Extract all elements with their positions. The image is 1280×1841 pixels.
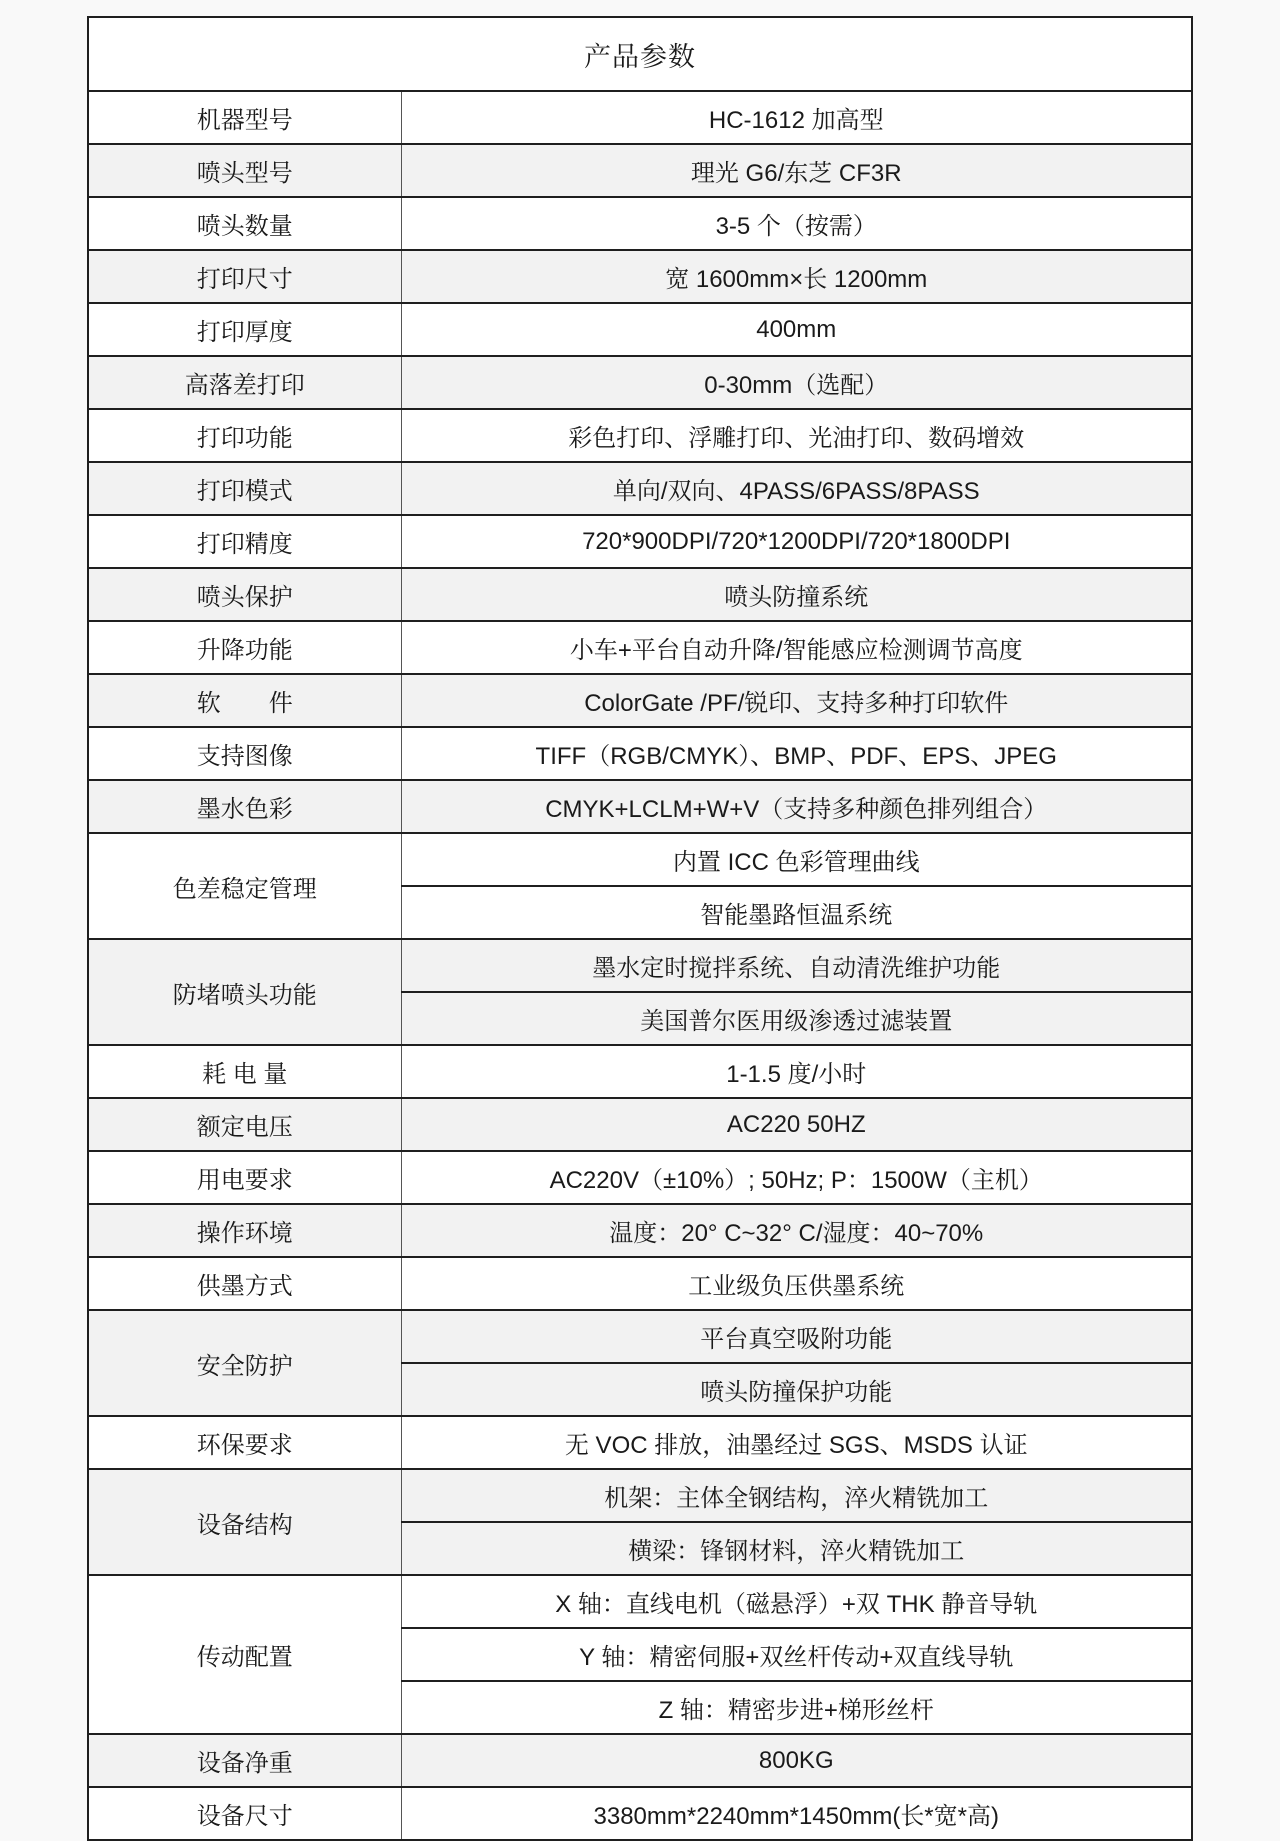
- param-value: 喷头防撞系统: [401, 568, 1192, 621]
- param-label: 环保要求: [88, 1416, 401, 1469]
- param-label: 高落差打印: [88, 356, 401, 409]
- table-row: [88, 1787, 1192, 1840]
- param-value: 400mm: [401, 303, 1192, 356]
- param-label: 额定电压: [88, 1098, 401, 1151]
- param-value: ColorGate /PF/锐印、支持多种打印软件: [401, 674, 1192, 727]
- param-value: AC220V（±10%）; 50Hz; P：1500W（主机）: [401, 1151, 1192, 1204]
- param-value: Z 轴：精密步进+梯形丝杆: [401, 1681, 1192, 1734]
- table-row: [88, 144, 1192, 197]
- table-row: [88, 568, 1192, 621]
- param-value: TIFF（RGB/CMYK）、BMP、PDF、EPS、JPEG: [401, 727, 1192, 780]
- param-value: 3-5 个（按需）: [401, 197, 1192, 250]
- table-row: [88, 303, 1192, 356]
- table-row: [88, 1151, 1192, 1204]
- param-value: 无 VOC 排放，油墨经过 SGS、MSDS 认证: [401, 1416, 1192, 1469]
- param-label: 操作环境: [88, 1204, 401, 1257]
- product-spec-table: [87, 16, 1193, 1841]
- param-label: 打印功能: [88, 409, 401, 462]
- table-row: [88, 356, 1192, 409]
- table-row: [88, 727, 1192, 780]
- table-row: [88, 939, 1192, 992]
- param-label: 安全防护: [88, 1310, 401, 1416]
- param-value: 横梁：锋钢材料，淬火精铣加工: [401, 1522, 1192, 1575]
- param-label: 软 件: [88, 674, 401, 727]
- table-row: [88, 1416, 1192, 1469]
- param-value: 小车+平台自动升降/智能感应检测调节高度: [401, 621, 1192, 674]
- param-label: 升降功能: [88, 621, 401, 674]
- param-value: 单向/双向、4PASS/6PASS/8PASS: [401, 462, 1192, 515]
- param-value: X 轴：直线电机（磁悬浮）+双 THK 静音导轨: [401, 1575, 1192, 1628]
- param-value: 平台真空吸附功能: [401, 1310, 1192, 1363]
- param-label: 支持图像: [88, 727, 401, 780]
- table-row: [88, 462, 1192, 515]
- param-value: 内置 ICC 色彩管理曲线: [401, 833, 1192, 886]
- param-value: 机架：主体全钢结构，淬火精铣加工: [401, 1469, 1192, 1522]
- param-label: 机器型号: [88, 91, 401, 144]
- table-row: [88, 1257, 1192, 1310]
- param-value: 宽 1600mm×长 1200mm: [401, 250, 1192, 303]
- table-row: [88, 1310, 1192, 1363]
- table-row: [88, 250, 1192, 303]
- table-row: [88, 780, 1192, 833]
- spec-table-body: [88, 91, 1192, 1840]
- table-row: [88, 409, 1192, 462]
- param-value: 720*900DPI/720*1200DPI/720*1800DPI: [401, 515, 1192, 568]
- param-value: 0-30mm（选配）: [401, 356, 1192, 409]
- param-label: 传动配置: [88, 1575, 401, 1734]
- param-value: 美国普尔医用级渗透过滤装置: [401, 992, 1192, 1045]
- table-row: [88, 674, 1192, 727]
- param-value: 温度：20° C~32° C/湿度：40~70%: [401, 1204, 1192, 1257]
- param-value: HC-1612 加高型: [401, 91, 1192, 144]
- param-label: 供墨方式: [88, 1257, 401, 1310]
- param-value: 1-1.5 度/小时: [401, 1045, 1192, 1098]
- table-row: [88, 833, 1192, 886]
- param-value: 工业级负压供墨系统: [401, 1257, 1192, 1310]
- param-label: 打印厚度: [88, 303, 401, 356]
- param-value: 墨水定时搅拌系统、自动清洗维护功能: [401, 939, 1192, 992]
- table-row: [88, 1575, 1192, 1628]
- param-label: 喷头型号: [88, 144, 401, 197]
- param-label: 打印精度: [88, 515, 401, 568]
- param-value: 喷头防撞保护功能: [401, 1363, 1192, 1416]
- table-title-row: [88, 17, 1192, 91]
- table-row: [88, 515, 1192, 568]
- table-row: [88, 1045, 1192, 1098]
- table-row: [88, 197, 1192, 250]
- param-label: 墨水色彩: [88, 780, 401, 833]
- param-label: 喷头保护: [88, 568, 401, 621]
- param-label: 用电要求: [88, 1151, 401, 1204]
- table-row: [88, 91, 1192, 144]
- param-label: 打印尺寸: [88, 250, 401, 303]
- param-value: AC220 50HZ: [401, 1098, 1192, 1151]
- table-row: [88, 621, 1192, 674]
- table-title: 产品参数: [88, 17, 1192, 91]
- spec-sheet: [0, 16, 1280, 1830]
- param-value: CMYK+LCLM+W+V（支持多种颜色排列组合）: [401, 780, 1192, 833]
- param-label: 设备净重: [88, 1734, 401, 1787]
- table-row: [88, 1734, 1192, 1787]
- param-label: 防堵喷头功能: [88, 939, 401, 1045]
- param-label: 设备尺寸: [88, 1787, 401, 1840]
- param-value: 3380mm*2240mm*1450mm(长*宽*高): [401, 1787, 1192, 1840]
- table-row: [88, 1098, 1192, 1151]
- param-value: 800KG: [401, 1734, 1192, 1787]
- param-label: 耗 电 量: [88, 1045, 401, 1098]
- param-value: 智能墨路恒温系统: [401, 886, 1192, 939]
- param-value: Y 轴：精密伺服+双丝杆传动+双直线导轨: [401, 1628, 1192, 1681]
- param-value: 理光 G6/东芝 CF3R: [401, 144, 1192, 197]
- param-value: 彩色打印、浮雕打印、光油打印、数码增效: [401, 409, 1192, 462]
- table-row: [88, 1204, 1192, 1257]
- param-label: 色差稳定管理: [88, 833, 401, 939]
- table-row: [88, 1469, 1192, 1522]
- param-label: 打印模式: [88, 462, 401, 515]
- param-label: 设备结构: [88, 1469, 401, 1575]
- param-label: 喷头数量: [88, 197, 401, 250]
- page: [0, 16, 1280, 1830]
